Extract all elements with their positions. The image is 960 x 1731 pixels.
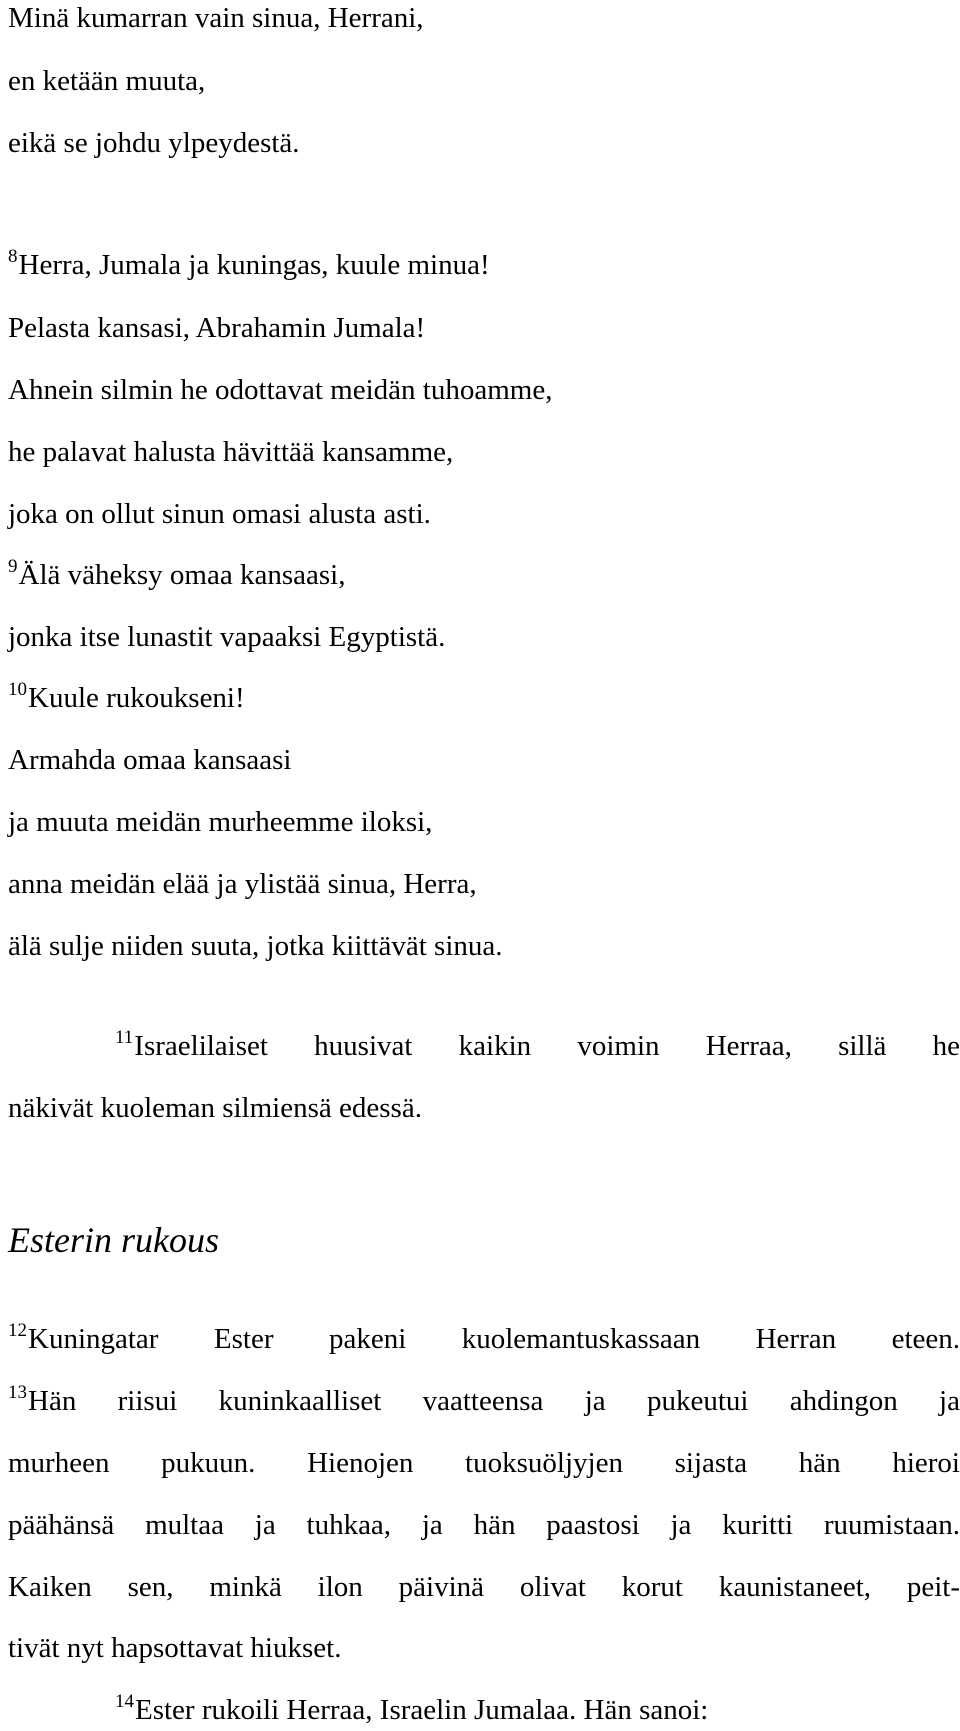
poem-line: $^8$Herra, Jumala ja kuningas, kuule minua!	[8, 246, 490, 281]
prose-line: $^{11}$Israelilaiset huusivat kaikin voimin Herraa, sillä he	[115, 1027, 960, 1062]
prose-line: päähänsä multaa ja tuhkaa, ja hän paastosi ja kuritti ruumistaan.	[8, 1509, 960, 1541]
verse-number: 9	[8, 556, 18, 578]
poem-line: Ahnein silmin he odottavat meidän tuhoamme,	[8, 374, 553, 406]
verse-number: 11	[115, 1027, 134, 1049]
verse-number: 13	[8, 1382, 27, 1404]
poem-line: Minä kumarran vain sinua, Herrani,	[8, 2, 424, 34]
verse-number: 14	[115, 1691, 134, 1713]
prose-line: tivät nyt hapsottavat hiukset.	[8, 1632, 342, 1664]
prose-line: Kaiken sen, minkä ilon päivinä olivat korut kaunistaneet, peit-	[8, 1571, 960, 1603]
verse-number: 12	[8, 1320, 27, 1342]
poem-line: joka on ollut sinun omasi alusta asti.	[8, 498, 431, 530]
prose-line: $^{12}$Kuningatar Ester pakeni kuolemantuskassaan Herran eteen.	[8, 1320, 960, 1355]
poem-line: eikä se johdu ylpeydestä.	[8, 127, 300, 159]
poem-line: $^9$Älä väheksy omaa kansaasi,	[8, 556, 346, 591]
poem-line: $^{10}$Kuule rukoukseni!	[8, 679, 245, 714]
poem-line: he palavat halusta hävittää kansamme,	[8, 436, 454, 468]
poem-line: anna meidän elää ja ylistää sinua, Herra,	[8, 868, 477, 900]
prose-line: näkivät kuoleman silmiensä edessä.	[8, 1092, 422, 1124]
section-heading: Esterin rukous	[8, 1220, 219, 1260]
verse-number: 8	[8, 246, 18, 268]
poem-line: en ketään muuta,	[8, 65, 206, 97]
poem-line: Armahda omaa kansaasi	[8, 744, 292, 776]
prose-line: murheen pukuun. Hienojen tuoksuöljyjen sijasta hän hieroi	[8, 1447, 960, 1479]
verse-number: 10	[8, 679, 27, 701]
poem-line: ja muuta meidän murheemme iloksi,	[8, 806, 433, 838]
poem-line: jonka itse lunastit vapaaksi Egyptistä.	[8, 621, 446, 653]
poem-line: älä sulje niiden suuta, jotka kiittävät sinua.	[8, 930, 503, 962]
prose-line: $^{13}$Hän riisui kuninkaalliset vaatteensa ja pukeutui ahdingon ja	[8, 1382, 960, 1417]
prose-line: $^{14}$Ester rukoili Herraa, Israelin Jumalaa. Hän sanoi:	[115, 1691, 709, 1726]
poem-line: Pelasta kansasi, Abrahamin Jumala!	[8, 312, 426, 344]
